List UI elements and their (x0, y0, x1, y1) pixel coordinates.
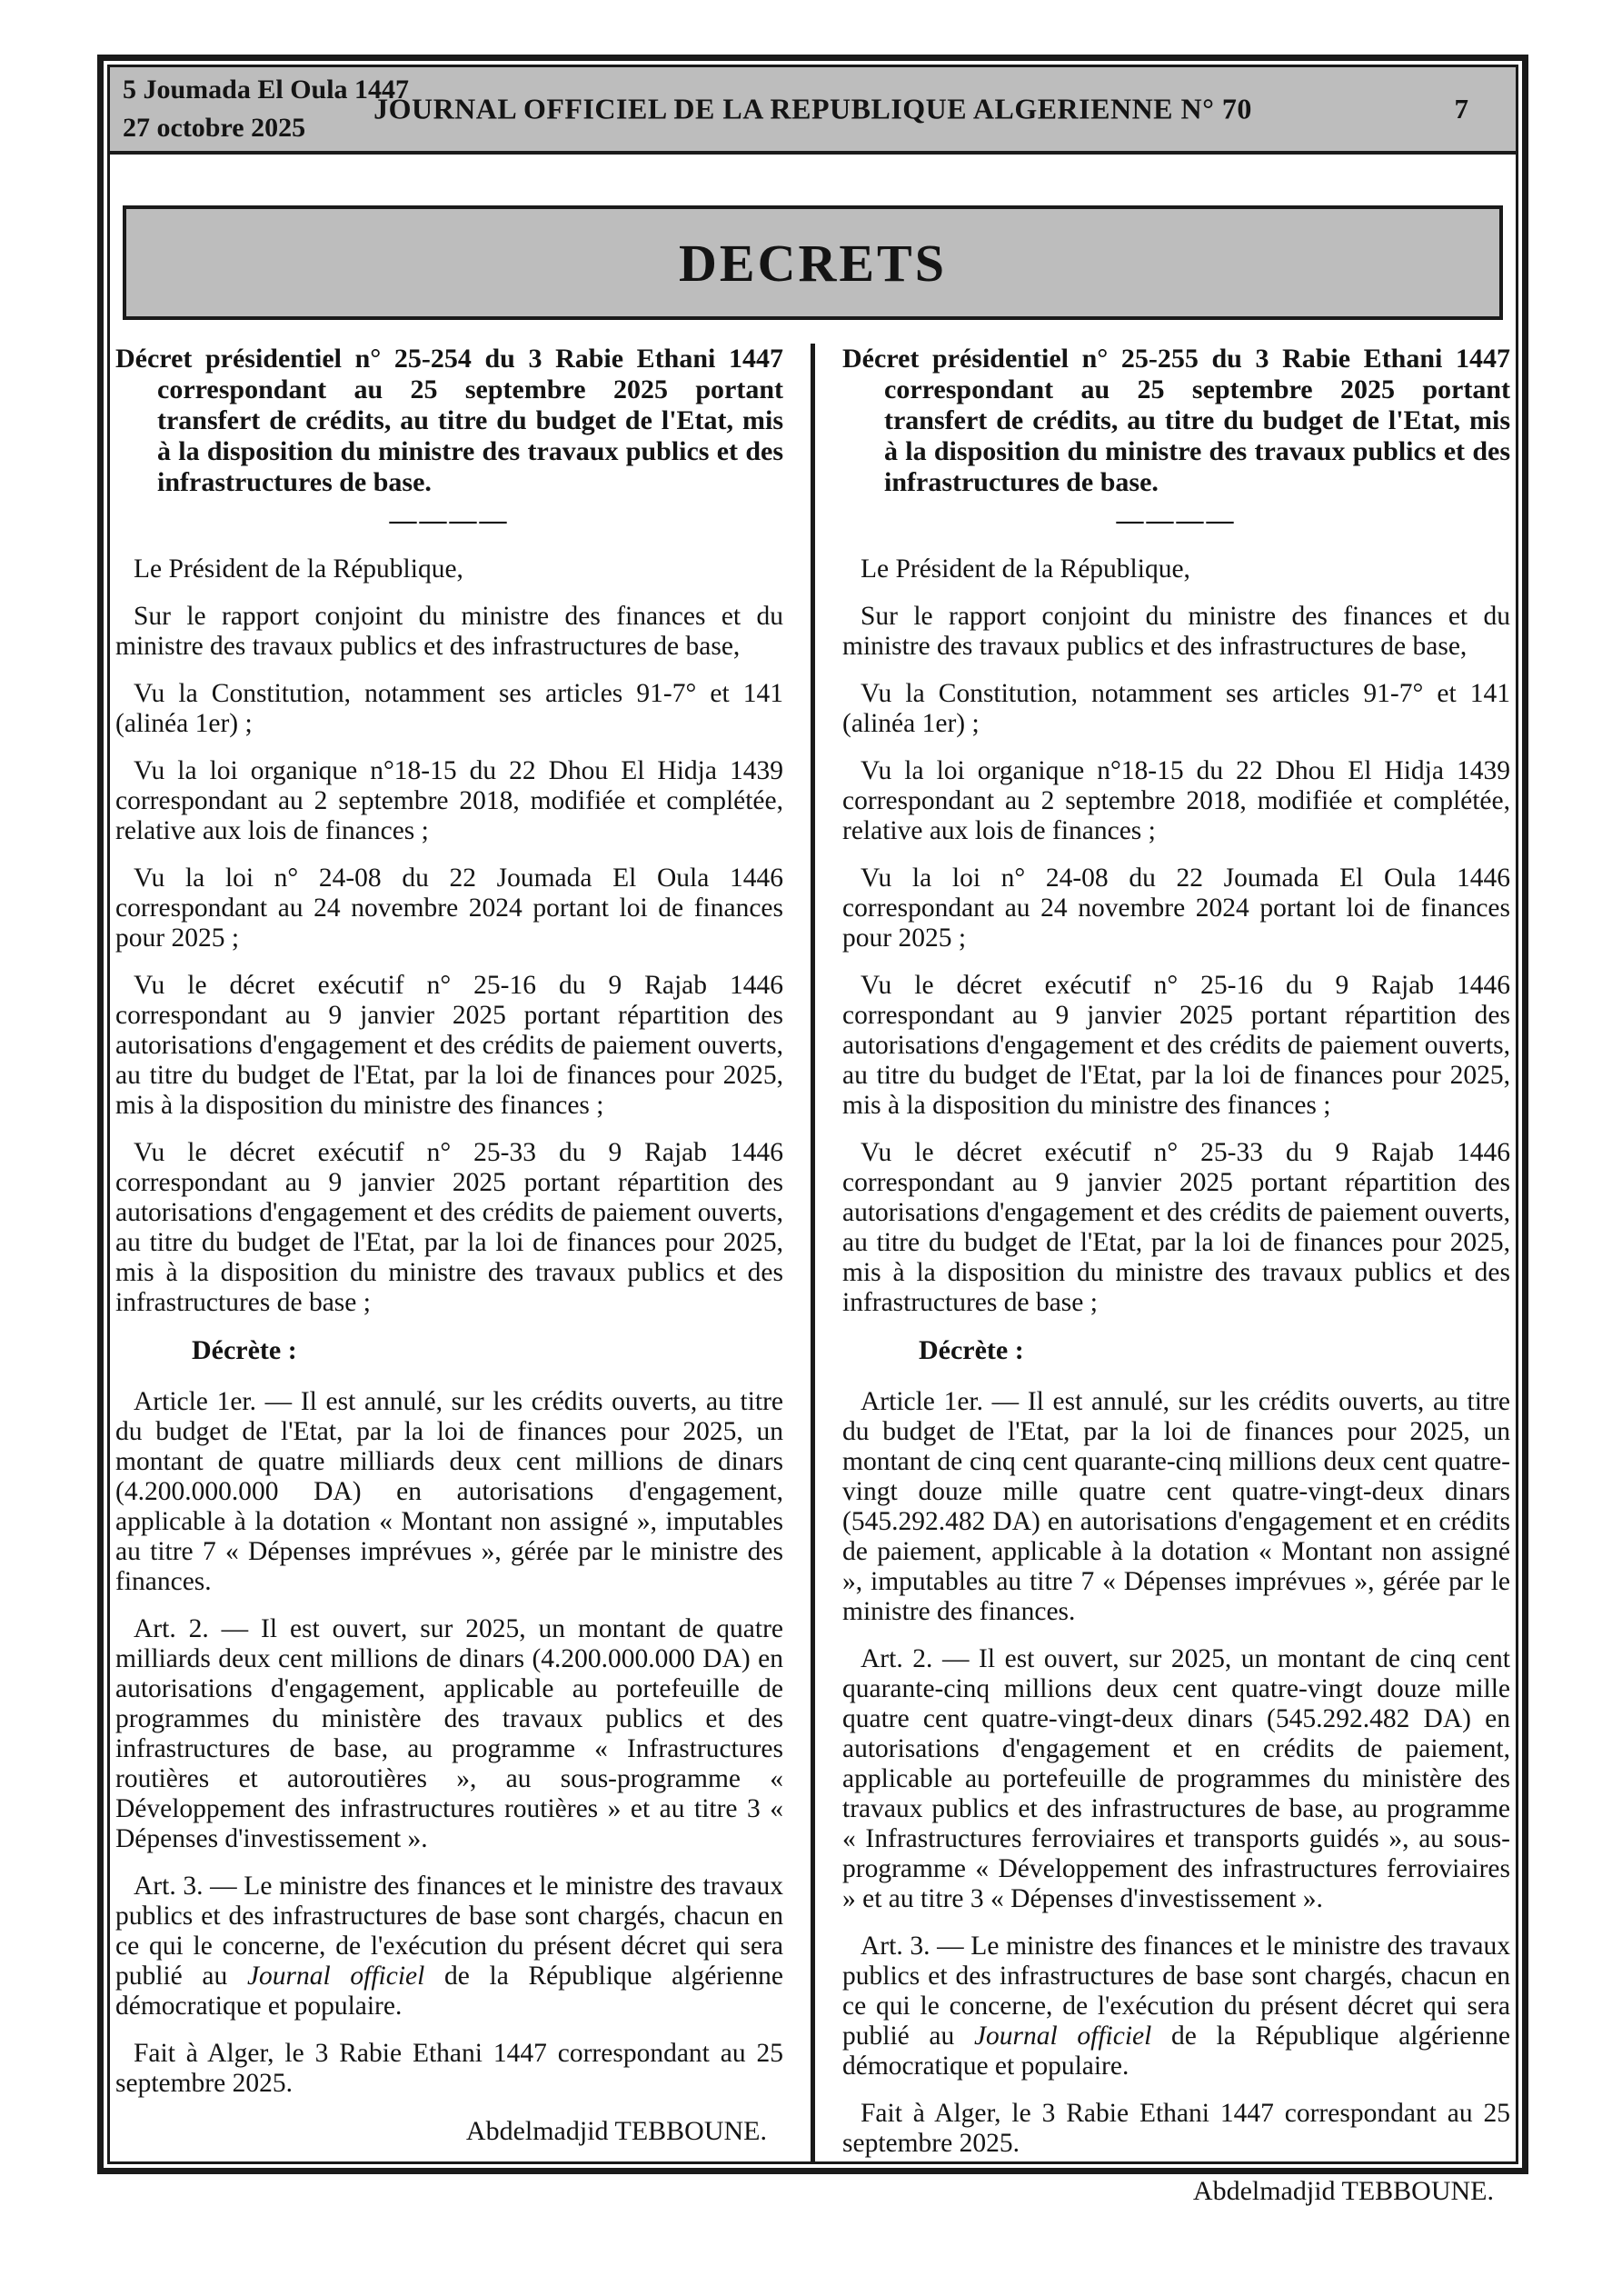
closing-date-line: Fait à Alger, le 3 Rabie Ethani 1447 correspondant au 25 septembre 2025. (115, 2039, 783, 2098)
separator-dashes: ———— (1116, 505, 1237, 535)
preamble-rapport: Sur le rapport conjoint du ministre des finances et du ministre des travaux publics et des infrastructures de base, (115, 602, 783, 661)
article-3-text-end: de la République algérienne démocratique et populaire. (842, 2021, 1510, 2081)
decree-title: Décret présidentiel n° 25-255 du 3 Rabie Ethani 1447 correspondant au 25 septembre 2025 portant transfert de crédits, au titre du budget de l'Etat, mis à la disposition du ministre des travaux publics et des infrastructures de base. (842, 344, 1510, 497)
preamble-decret-25-16: Vu le décret exécutif n° 25-16 du 9 Rajab 1446 correspondant au 9 janvier 2025 portant répartition des autorisations d'engagement et des crédits de paiement ouverts, au titre du budget de l'Etat, par la loi de finances pour 2025, mis à la disposition du ministre des finances ; (842, 971, 1510, 1120)
preamble-rapport: Sur le rapport conjoint du ministre des finances et du ministre des travaux publics et des infrastructures de base, (842, 602, 1510, 661)
journal-title: JOURNAL OFFICIEL DE LA REPUBLIQUE ALGERIENNE N° 70 (373, 92, 1252, 125)
preamble-decret-25-33: Vu le décret exécutif n° 25-33 du 9 Rajab 1446 correspondant au 9 janvier 2025 portant répartition des autorisations d'engagement et des crédits de paiement ouverts, au titre du budget de l'Etat, par la loi de finances pour 2025, mis à la disposition du ministre des travaux publics et des infrastructures de base ; (115, 1138, 783, 1317)
decrete-label: Décrète : (192, 1335, 297, 1365)
page-number: 7 (1454, 93, 1468, 125)
article-2: Art. 2. — Il est ouvert, sur 2025, un montant de cinq cent quarante-cinq millions deux cent quatre-vingt douze mille quatre cent quatre-vingt-deux dinars (545.292.482 DA) en autorisations d'engagement et en crédits de paiement, applicable au portefeuille de programmes du ministère des travaux publics et des infrastructures de base, au programme « Infrastructures ferroviaires et transports guidés », au sous-programme « Développement des infrastructures ferroviaires » et au titre 3 « Dépenses d'investissement ». (842, 1644, 1510, 1913)
signature: Abdelmadjid TEBBOUNE. (1192, 2176, 1494, 2206)
page-frame (97, 55, 1528, 2206)
preamble-constitution: Vu la Constitution, notamment ses articles 91-7° et 141 (alinéa 1er) ; (115, 679, 783, 738)
decree-25-255-column (842, 344, 1510, 2206)
article-3-text-end: de la République algérienne démocratique et populaire. (115, 1962, 783, 2021)
page-frame-inner (107, 65, 1518, 2206)
preamble-president: Le Président de la République, (861, 554, 1190, 584)
decree-title: Décret présidentiel n° 25-254 du 3 Rabie Ethani 1447 correspondant au 25 septembre 2025 portant transfert de crédits, au titre du budget de l'Etat, mis à la disposition du ministre des travaux publics et des infrastructures de base. (115, 344, 783, 497)
decrete-label: Décrète : (919, 1335, 1024, 1365)
article-1: Article 1er. — Il est annulé, sur les crédits ouverts, au titre du budget de l'Etat, par la loi de finances pour 2025, un montant de cinq cent quarante-cinq millions deux cent quatre-vingt douze mille quatre cent quatre-vingt-deux dinars (545.292.482 DA) en autorisations d'engagement et en crédits de paiement, applicable à la dotation « Montant non assigné », imputables au titre 7 « Dépenses imprévues », gérée par le ministre des finances. (842, 1387, 1510, 1626)
section-title: DECRETS (679, 233, 947, 293)
closing-date-line: Fait à Alger, le 3 Rabie Ethani 1447 correspondant au 25 septembre 2025. (842, 2099, 1510, 2158)
preamble-loi-24-08: Vu la loi n° 24-08 du 22 Joumada El Oula 1446 correspondant au 24 novembre 2024 portant loi de finances pour 2025 ; (115, 863, 783, 953)
article-2: Art. 2. — Il est ouvert, sur 2025, un montant de quatre milliards deux cent millions de dinars (4.200.000.000 DA) en autorisations d'engagement, applicable au portefeuille de programmes du ministère des travaux publics et des infrastructures de base, au programme « Infrastructures routières et autoroutières », au sous-programme « Développement des infrastructures routières » et au titre 3 « Dépenses d'investissement ». (115, 1614, 783, 1853)
preamble-loi-organique: Vu la loi organique n°18-15 du 22 Dhou El Hidja 1439 correspondant au 2 septembre 2018, modifiée et complétée, relative aux lois de finances ; (842, 756, 1510, 845)
section-title-box (123, 205, 1503, 320)
header-date-gregorian: 27 octobre 2025 (123, 113, 306, 143)
signature: Abdelmadjid TEBBOUNE. (465, 2116, 767, 2146)
article-3 (115, 1872, 783, 2021)
two-column-layout (110, 344, 1516, 2206)
journal-officiel-italic: Journal officiel (246, 1962, 425, 1991)
journal-officiel-italic: Journal officiel (973, 2021, 1152, 2051)
header-band (110, 67, 1516, 155)
separator-dashes: ———— (389, 505, 510, 535)
article-3 (842, 1932, 1510, 2081)
preamble-decret-25-33: Vu le décret exécutif n° 25-33 du 9 Rajab 1446 correspondant au 9 janvier 2025 portant répartition des autorisations d'engagement et des crédits de paiement ouverts, au titre du budget de l'Etat, par la loi de finances pour 2025, mis à la disposition du ministre des travaux publics et des infrastructures de base ; (842, 1138, 1510, 1317)
preamble-loi-organique: Vu la loi organique n°18-15 du 22 Dhou El Hidja 1439 correspondant au 2 septembre 2018, modifiée et complétée, relative aux lois de finances ; (115, 756, 783, 845)
header-date-hijri: 5 Joumada El Oula 1447 (123, 75, 410, 105)
article-1: Article 1er. — Il est annulé, sur les crédits ouverts, au titre du budget de l'Etat, par la loi de finances pour 2025, un montant de quatre milliards deux cent millions de dinars (4.200.000.000 DA) en autorisations d'engagement, applicable à la dotation « Montant non assigné », imputables au titre 7 « Dépenses imprévues », gérée par le ministre des finances. (115, 1387, 783, 1596)
decree-25-254-column (115, 344, 783, 2161)
preamble-decret-25-16: Vu le décret exécutif n° 25-16 du 9 Rajab 1446 correspondant au 9 janvier 2025 portant répartition des autorisations d'engagement et des crédits de paiement ouverts, au titre du budget de l'Etat, par la loi de finances pour 2025, mis à la disposition du ministre des finances ; (115, 971, 783, 1120)
preamble-constitution: Vu la Constitution, notamment ses articles 91-7° et 141 (alinéa 1er) ; (842, 679, 1510, 738)
column-divider (811, 344, 815, 2161)
preamble-president: Le Président de la République, (134, 554, 463, 584)
article-3-text: Art. 3. — Le ministre des finances et le ministre des travaux publics et des infrastructures de base sont chargés, chacun en ce qui le concerne, de l'exécution du présent décret qui sera publié au (842, 1932, 1510, 2051)
preamble-loi-24-08: Vu la loi n° 24-08 du 22 Joumada El Oula 1446 correspondant au 24 novembre 2024 portant loi de finances pour 2025 ; (842, 863, 1510, 953)
article-3-text: Art. 3. — Le ministre des finances et le ministre des travaux publics et des infrastructures de base sont chargés, chacun en ce qui le concerne, de l'exécution du présent décret qui sera publié au (115, 1872, 783, 1991)
